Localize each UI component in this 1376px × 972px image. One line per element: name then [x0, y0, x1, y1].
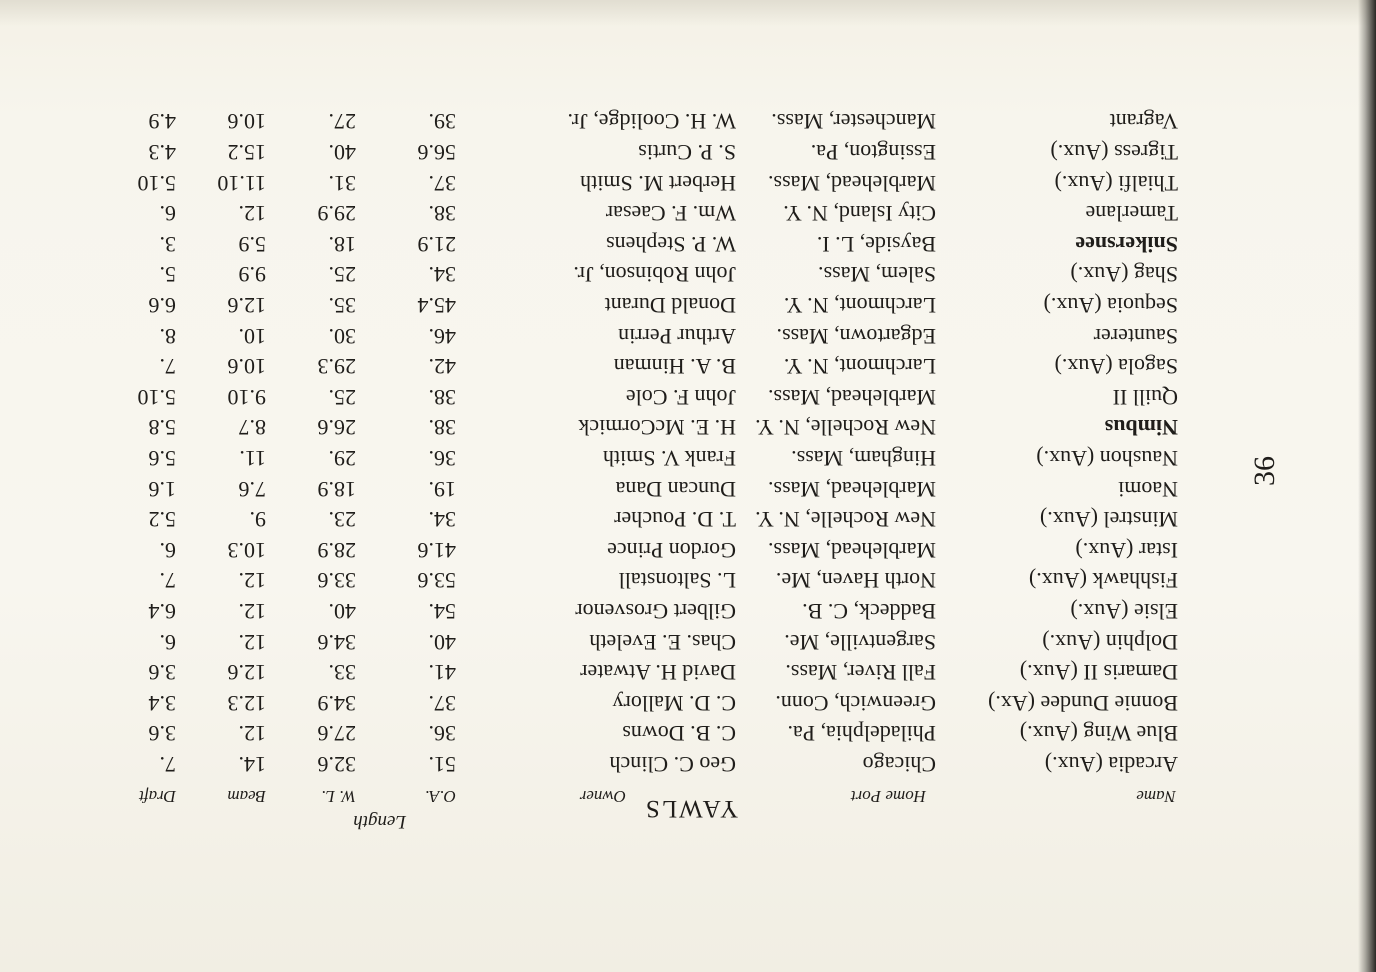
row-home-port: Larchmont, N. Y.: [783, 293, 936, 318]
row-beam: 12.: [238, 721, 266, 747]
table-row: [0, 535, 1376, 566]
row-beam: 10.3: [227, 537, 266, 563]
row-beam: 12.6: [227, 660, 266, 686]
row-name: Dolphin (Aux.): [1042, 629, 1178, 655]
row-beam: 12.3: [227, 690, 266, 716]
row-home-port: Chicago: [862, 752, 936, 777]
row-wl: 40.: [328, 140, 356, 165]
row-draft: 5.10: [137, 170, 176, 196]
table-row: [0, 627, 1376, 658]
table-row: [0, 596, 1376, 627]
section-title: YAWLS: [643, 795, 738, 822]
row-home-port: Essington, Pa.: [810, 140, 936, 165]
column-header-draft: Draft: [139, 787, 176, 806]
row-owner: Wm. F. Caesar: [605, 201, 736, 227]
row-wl: 29.3: [317, 354, 356, 380]
row-wl: 32.6: [317, 752, 356, 777]
row-name: Snikersnee: [1075, 231, 1178, 257]
table-row: [0, 688, 1376, 719]
row-beam: 11.10: [217, 170, 266, 196]
table-row: [0, 259, 1376, 290]
row-wl: 23.: [328, 507, 356, 533]
row-name: Vagrant: [1109, 109, 1178, 135]
row-home-port: Philadelphia, Pa.: [787, 721, 936, 747]
row-oa: 34.: [428, 507, 456, 533]
row-wl: 40.: [328, 599, 356, 624]
row-oa: 53.6: [417, 568, 456, 594]
row-owner: W. P. Stephens: [606, 231, 736, 257]
row-draft: 5.: [159, 262, 176, 288]
row-draft: 5.6: [148, 446, 176, 471]
table-row: [0, 198, 1376, 229]
row-name: Nimbus: [1104, 415, 1178, 441]
row-home-port: Fall River, Mass.: [785, 660, 936, 686]
row-wl: 30.: [328, 323, 356, 349]
row-name: Sagola (Aux.): [1054, 354, 1178, 380]
row-wl: 26.6: [317, 415, 356, 441]
row-home-port: Manchester, Mass.: [771, 109, 936, 135]
row-beam: 15.2: [227, 140, 266, 165]
column-header-wl: W. L.: [321, 787, 356, 806]
row-oa: 21.9: [417, 231, 456, 257]
length-header: Length: [353, 811, 406, 832]
row-wl: 27.: [328, 109, 356, 135]
row-owner: Duncan Dana: [615, 476, 736, 502]
row-home-port: New Rochelle, N. Y.: [755, 507, 936, 533]
row-home-port: Marblehead, Mass.: [767, 476, 936, 502]
row-owner: Geo C. Clinch: [609, 752, 736, 777]
table-row: [0, 290, 1376, 321]
table-row: [0, 657, 1376, 688]
table-row: [0, 168, 1376, 199]
row-owner: H. E. McCormick: [578, 415, 736, 441]
table-row: [0, 321, 1376, 352]
row-owner: John Robinson, Jr.: [573, 262, 736, 288]
row-draft: 3.6: [148, 660, 176, 686]
row-owner: W. H. Coolidge, Jr.: [567, 109, 736, 135]
row-home-port: Bayside, L. I.: [816, 231, 936, 257]
row-wl: 28.9: [317, 537, 356, 563]
row-owner: T. D. Poucher: [614, 507, 736, 533]
row-beam: 9.: [249, 507, 266, 533]
row-home-port: Salem, Mass.: [818, 262, 936, 288]
row-oa: 37.: [428, 170, 456, 196]
row-wl: 27.6: [317, 721, 356, 747]
row-name: Istar (Aux.): [1075, 537, 1178, 563]
row-oa: 38.: [428, 415, 456, 441]
table-row: [0, 382, 1376, 413]
row-oa: 56.6: [417, 140, 456, 165]
row-beam: 11.: [239, 446, 266, 471]
row-beam: 10.6: [227, 109, 266, 135]
row-draft: 4.3: [148, 140, 176, 165]
row-oa: 41.: [428, 660, 456, 686]
row-draft: 8.: [159, 323, 176, 349]
row-name: Blue Wing (Aux.): [1019, 721, 1178, 747]
row-name: Tamerlane: [1085, 201, 1178, 227]
row-oa: 34.: [428, 262, 456, 288]
row-owner: Gilbert Grosvenor: [575, 599, 736, 624]
row-home-port: New Rochelle, N. Y.: [755, 415, 936, 441]
row-name: Elsie (Aux.): [1070, 599, 1178, 624]
column-header-home-port: Home Port: [850, 787, 926, 806]
row-wl: 29.9: [317, 201, 356, 227]
table-row: [0, 106, 1376, 137]
row-oa: 54.: [428, 599, 456, 624]
row-oa: 36.: [428, 446, 456, 471]
row-name: Saunterer: [1093, 323, 1178, 349]
row-draft: 6.: [159, 201, 176, 227]
row-draft: 6.6: [148, 293, 176, 318]
row-beam: 14.: [238, 752, 266, 777]
row-beam: 7.6: [238, 476, 266, 502]
row-draft: 7.: [159, 568, 176, 594]
table-row: [0, 412, 1376, 443]
row-wl: 18.: [328, 231, 356, 257]
row-owner: C. B. Downs: [622, 721, 736, 747]
page-number: 36: [1248, 456, 1281, 486]
row-home-port: Edgartown, Mass.: [776, 323, 936, 349]
row-oa: 38.: [428, 201, 456, 227]
row-name: Sequoia (Aux.): [1043, 293, 1178, 318]
row-draft: 5.8: [148, 415, 176, 441]
row-home-port: Larchmont, N. Y.: [783, 354, 936, 380]
row-owner: S. P. Curtis: [638, 140, 736, 165]
row-beam: 12.: [238, 568, 266, 594]
row-name: Tigress (Aux.): [1050, 140, 1178, 165]
row-owner: Frank V. Smith: [602, 446, 736, 471]
table-row: [0, 443, 1376, 474]
row-wl: 18.9: [317, 476, 356, 502]
row-owner: L. Saltonstall: [618, 568, 736, 594]
row-oa: 19.: [428, 476, 456, 502]
row-draft: 6.: [159, 629, 176, 655]
row-wl: 33.: [328, 660, 356, 686]
book-spine-shadow: [1358, 0, 1376, 972]
row-oa: 36.: [428, 721, 456, 747]
row-draft: 5.10: [137, 384, 176, 410]
row-home-port: Baddeck, C. B.: [802, 599, 936, 624]
table-row: [0, 137, 1376, 168]
row-owner: Chas. E. Eveleth: [589, 629, 736, 655]
row-beam: 12.: [238, 201, 266, 227]
row-oa: 40.: [428, 629, 456, 655]
row-beam: 10.: [238, 323, 266, 349]
column-header-name: Name: [1136, 787, 1176, 806]
row-home-port: Sargentville, Me.: [784, 629, 936, 655]
row-wl: 31.: [328, 170, 356, 196]
row-owner: C. D. Mallory: [612, 690, 736, 716]
table-row: [0, 718, 1376, 749]
row-draft: 6.: [159, 537, 176, 563]
row-oa: 45.4: [417, 293, 456, 318]
row-beam: 8.7: [238, 415, 266, 441]
row-draft: 7.: [159, 752, 176, 777]
row-name: Quill II: [1112, 384, 1178, 410]
row-beam: 10.6: [227, 354, 266, 380]
row-beam: 12.6: [227, 293, 266, 318]
row-beam: 9.10: [227, 384, 266, 410]
row-home-port: Marblehead, Mass.: [767, 537, 936, 563]
row-wl: 34.9: [317, 690, 356, 716]
table-row: [0, 565, 1376, 596]
row-oa: 46.: [428, 323, 456, 349]
row-wl: 29.: [328, 446, 356, 471]
row-wl: 25.: [328, 262, 356, 288]
row-home-port: Greenwich, Conn.: [775, 690, 936, 716]
row-wl: 35.: [328, 293, 356, 318]
row-draft: 3.: [159, 231, 176, 257]
row-home-port: Marblehead, Mass.: [767, 170, 936, 196]
row-home-port: North Haven, Me.: [775, 568, 936, 594]
row-name: Minstrel (Aux.): [1039, 507, 1178, 533]
row-wl: 34.6: [317, 629, 356, 655]
column-header-owner: Owner: [579, 787, 626, 806]
row-wl: 33.6: [317, 568, 356, 594]
row-owner: Donald Durant: [604, 293, 736, 318]
row-name: Damaris II (Aux.): [1019, 660, 1178, 686]
row-oa: 39.: [428, 109, 456, 135]
row-home-port: Marblehead, Mass.: [767, 384, 936, 410]
row-owner: Gordon Prince: [607, 537, 736, 563]
row-oa: 38.: [428, 384, 456, 410]
row-name: Arcadia (Aux.): [1044, 752, 1178, 777]
row-oa: 37.: [428, 690, 456, 716]
row-draft: 4.9: [148, 109, 176, 135]
table-row: [0, 504, 1376, 535]
row-home-port: Hingham, Mass.: [791, 446, 936, 471]
row-name: Thialfi (Aux.): [1054, 170, 1178, 196]
table-row: [0, 351, 1376, 382]
row-beam: 12.: [238, 629, 266, 655]
row-beam: 5.9: [238, 231, 266, 257]
row-owner: Arthur Perrin: [618, 323, 736, 349]
row-draft: 7.: [159, 354, 176, 380]
table-row: [0, 229, 1376, 260]
column-header-beam: Beam: [227, 787, 266, 806]
row-oa: 41.6: [417, 537, 456, 563]
row-oa: 51.: [428, 752, 456, 777]
row-name: Fishhawk (Aux.): [1028, 568, 1178, 594]
row-owner: John F. Cole: [625, 384, 736, 410]
row-draft: 1.6: [148, 476, 176, 502]
row-draft: 3.4: [148, 690, 176, 716]
table-row: [0, 749, 1376, 780]
row-wl: 25.: [328, 384, 356, 410]
row-oa: 42.: [428, 354, 456, 380]
row-name: Naomi: [1118, 476, 1178, 502]
row-beam: 9.9: [238, 262, 266, 288]
table-row: [0, 474, 1376, 505]
row-owner: David H. Atwater: [580, 660, 736, 686]
row-draft: 5.2: [148, 507, 176, 533]
row-owner: B. A. Hinman: [613, 354, 736, 380]
row-owner: Herbert M. Smith: [580, 170, 736, 196]
row-name: Shag (Aux.): [1070, 262, 1178, 288]
row-name: Naushon (Aux.): [1036, 446, 1178, 471]
column-header-oa: O.A.: [424, 787, 456, 806]
row-draft: 3.6: [148, 721, 176, 747]
row-beam: 12.: [238, 599, 266, 624]
row-name: Bonnie Dundee (Ax.): [987, 690, 1178, 716]
row-draft: 6.4: [148, 599, 176, 624]
row-home-port: City Island, N. Y.: [783, 201, 936, 227]
